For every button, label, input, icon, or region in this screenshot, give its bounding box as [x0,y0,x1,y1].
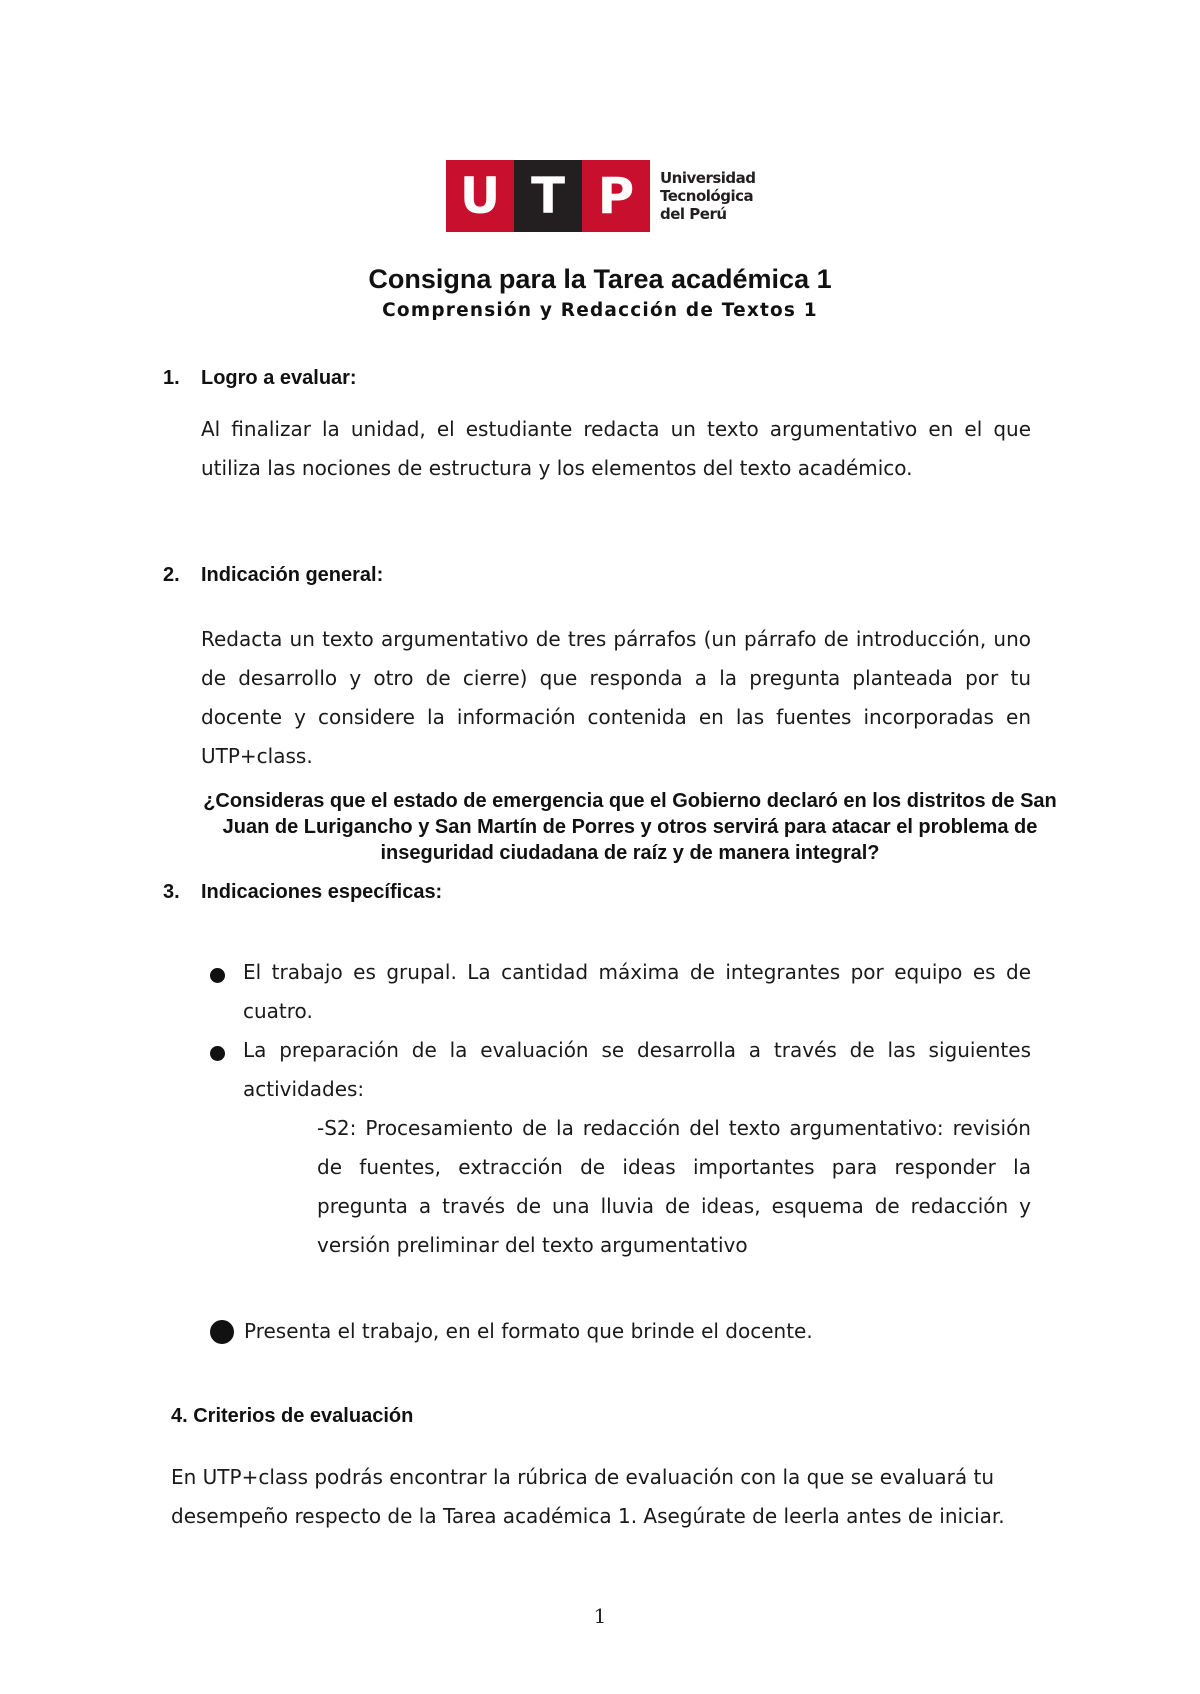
bullet-icon [210,1320,234,1344]
guiding-question: ¿Consideras que el estado de emergencia que el Gobierno declaró en los distritos de San Juan de Lurigancho y San Martín de Porres y otros servirá para atacar el problema de inseguridad ciudadana de raíz y de manera integral? [203,790,1057,864]
bullet-item-3: Presenta el trabajo, en el formato que brinde el docente. [244,1319,813,1343]
section-2-number: 2. [163,564,180,586]
section-1-body: Al finalizar la unidad, el estudiante redacta un texto argumentativo en el que utiliza las nociones de estructura y los elementos del texto académico. [201,417,1031,480]
logo-line-2: Tecnológica [660,187,754,205]
section-4-body: En UTP+class podrás encontrar la rúbrica de evaluación con la que se evaluará tu desempeño respecto de la Tarea académica 1. Asegúrate de leerla antes de iniciar. [171,1465,1020,1528]
section-1-title: Logro a evaluar: [201,367,357,389]
section-3-title: Indicaciones específicas: [201,881,443,903]
section-4-heading: 4. Criterios de evaluación [171,1405,414,1427]
utp-logo [446,160,756,232]
section-2-title: Indicación general: [201,564,384,586]
document-subtitle: Comprensión y Redacción de Textos 1 [382,300,818,321]
logo-line-1: Universidad [660,169,756,187]
section-2-body: Redacta un texto argumentativo de tres párrafos (un párrafo de introducción, uno de desarrollo y otro de cierre) que responda a la pregunta planteada por tu docente y considere la información contenida en las fuentes incorporadas en UTP+class. [201,627,1031,768]
bullet-item-1: El trabajo es grupal. La cantidad máxima de integrantes por equipo es de cuatro. [243,960,1031,1023]
logo-line-3: del Perú [660,205,727,223]
page-number: 1 [593,1604,607,1628]
section-3-number: 3. [163,881,180,903]
section-3-heading [163,881,442,904]
logo-wordmark [660,169,756,223]
document-title: Consigna para la Tarea académica 1 [368,264,832,294]
bullet-item-2: La preparación de la evaluación se desarrolla a través de las siguientes actividades: [243,1038,1031,1101]
logo-letter-t: T [514,160,582,232]
section-1-heading [163,367,357,390]
bullet-icon [210,968,225,983]
logo-letter-u: U [446,160,514,232]
section-2-heading [163,564,383,587]
bullet-sub-item: -S2: Procesamiento de la redacción del texto argumentativo: revisión de fuentes, extracción de ideas importantes para responder la pregunta a través de una lluvia de ideas, esquema de redacción y versión preliminar del texto argumentativo [317,1116,1031,1257]
bullet-icon [210,1046,225,1061]
logo-letter-p: P [582,160,650,232]
section-1-number: 1. [163,367,180,389]
